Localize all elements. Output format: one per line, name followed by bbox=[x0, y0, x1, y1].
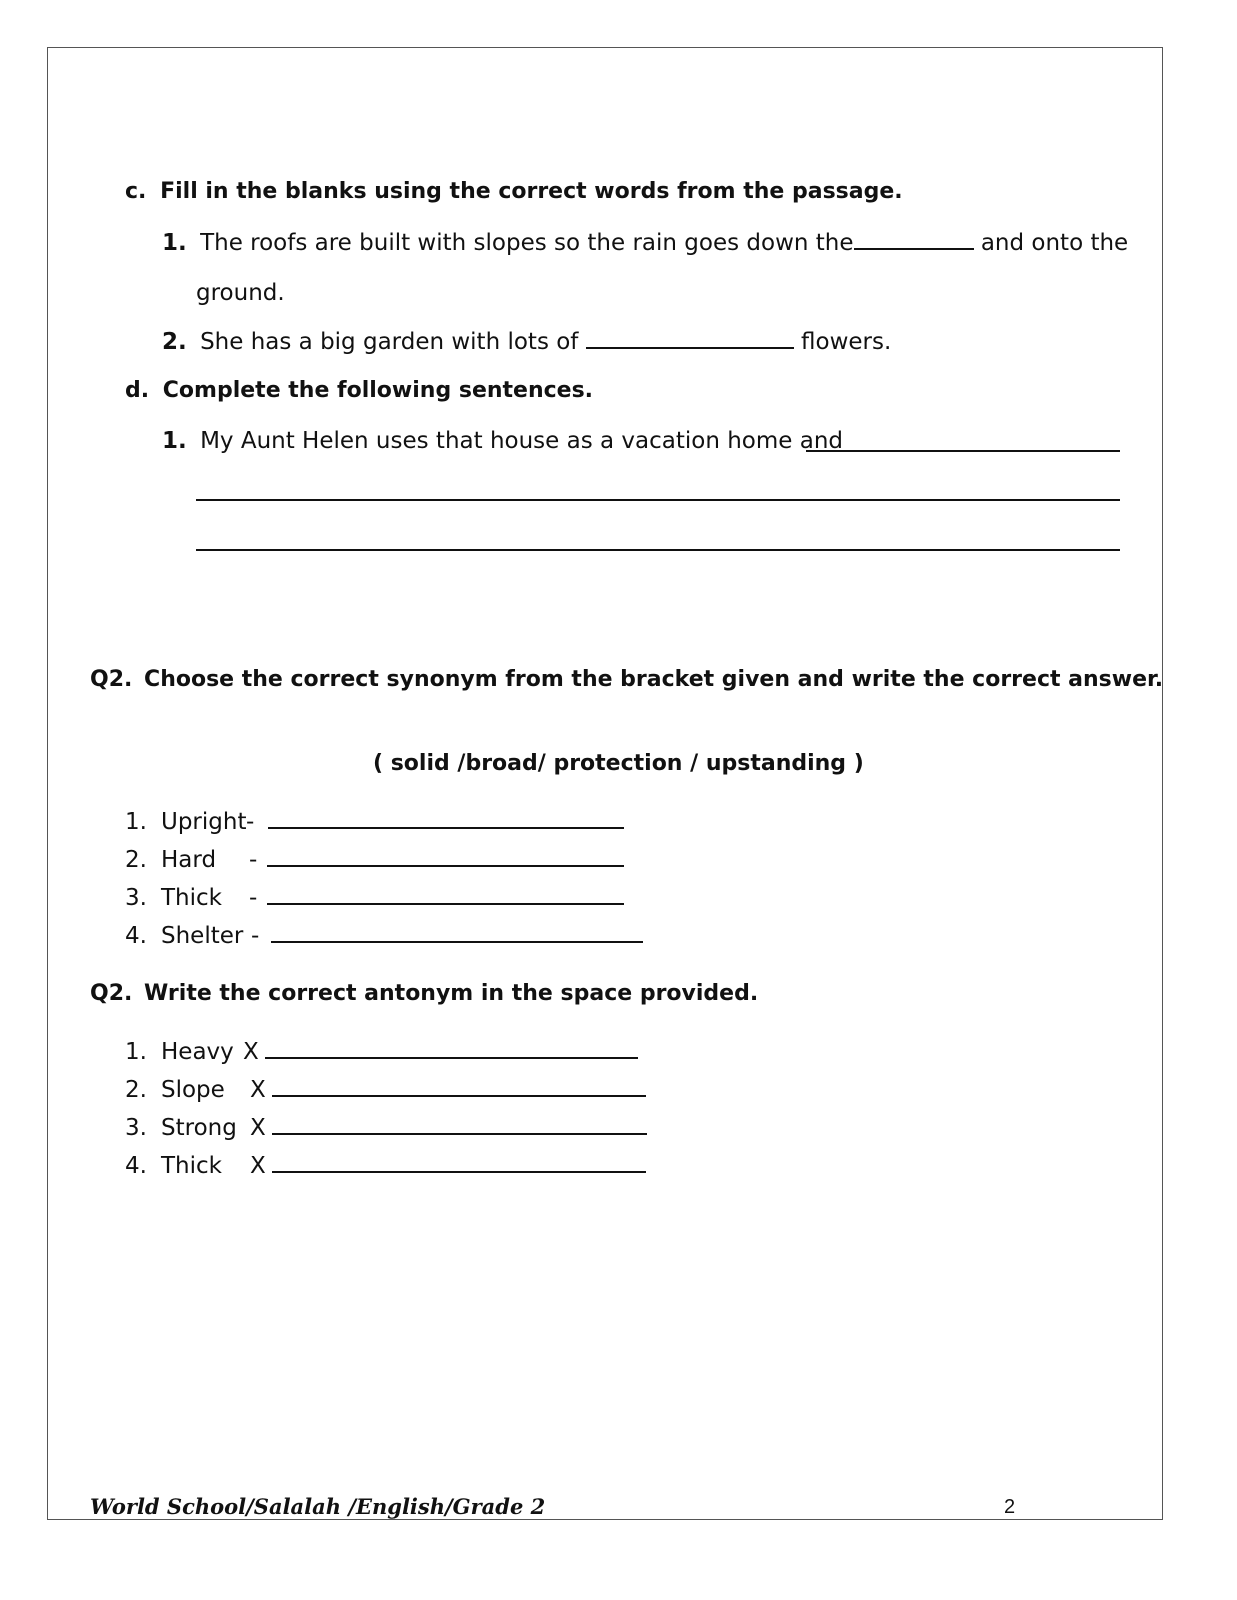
item-word: Hard bbox=[161, 847, 217, 873]
item-separator: X bbox=[250, 1077, 266, 1103]
item-number: 4. bbox=[125, 1153, 147, 1179]
item-text-after: and onto the bbox=[980, 230, 1129, 256]
question-instruction: Choose the correct synonym from the bracket given and write the correct answer. bbox=[144, 667, 1164, 692]
section-d-letter: d. bbox=[125, 378, 150, 403]
item-text-after: flowers. bbox=[801, 329, 892, 355]
item-number: 1. bbox=[125, 1039, 147, 1065]
synonym-item bbox=[125, 807, 624, 837]
antonym-question-heading bbox=[90, 979, 758, 1009]
page-number: 2 bbox=[1004, 1496, 1016, 1518]
word-bank: ( solid /broad/ protection / upstanding ) bbox=[373, 751, 864, 776]
section-c-heading bbox=[125, 177, 903, 207]
answer-blank[interactable] bbox=[267, 845, 624, 867]
item-text-before: She has a big garden with lots of bbox=[200, 329, 579, 355]
answer-blank[interactable] bbox=[271, 921, 643, 943]
item-word: Thick bbox=[161, 885, 222, 911]
item-number: 3. bbox=[125, 885, 147, 911]
section-c-item-1-continuation: ground. bbox=[196, 280, 285, 306]
item-number: 1. bbox=[162, 428, 187, 454]
section-d-heading bbox=[125, 376, 593, 406]
answer-blank[interactable] bbox=[268, 807, 624, 829]
item-word: Strong bbox=[161, 1115, 237, 1141]
question-label: Q2. bbox=[90, 981, 133, 1006]
item-word: Upright bbox=[161, 809, 247, 835]
antonym-item bbox=[125, 1075, 646, 1105]
footer-school: World School/Salalah /English/Grade 2 bbox=[90, 1494, 546, 1519]
synonym-item bbox=[125, 845, 624, 875]
section-c-item-1 bbox=[162, 228, 1128, 258]
answer-blank[interactable] bbox=[272, 1075, 646, 1097]
item-separator: - bbox=[251, 923, 260, 949]
answer-blank[interactable] bbox=[272, 1113, 647, 1135]
item-number: 2. bbox=[125, 847, 147, 873]
antonym-item bbox=[125, 1037, 638, 1067]
question-instruction: Write the correct antonym in the space provided. bbox=[144, 981, 759, 1006]
item-number: 2. bbox=[125, 1077, 147, 1103]
item-separator: X bbox=[250, 1153, 266, 1179]
item-number: 1. bbox=[162, 230, 187, 256]
answer-line[interactable] bbox=[806, 450, 1120, 452]
antonym-item bbox=[125, 1113, 647, 1143]
item-number: 1. bbox=[125, 809, 147, 835]
item-separator: - bbox=[246, 809, 255, 835]
page-border bbox=[47, 47, 1163, 1520]
item-number: 3. bbox=[125, 1115, 147, 1141]
question-label: Q2. bbox=[90, 667, 133, 692]
answer-blank[interactable] bbox=[272, 1151, 646, 1173]
item-text: My Aunt Helen uses that house as a vacation home and bbox=[200, 428, 844, 454]
item-separator: X bbox=[250, 1115, 266, 1141]
item-separator: X bbox=[243, 1039, 259, 1065]
answer-blank[interactable] bbox=[267, 883, 624, 905]
section-c-item-2 bbox=[162, 327, 891, 357]
item-word: Shelter bbox=[161, 923, 244, 949]
answer-line[interactable] bbox=[196, 499, 1120, 501]
answer-blank[interactable] bbox=[854, 228, 974, 250]
item-number: 4. bbox=[125, 923, 147, 949]
item-word: Thick bbox=[161, 1153, 222, 1179]
synonym-item bbox=[125, 921, 643, 951]
item-number: 2. bbox=[162, 329, 187, 355]
item-separator: - bbox=[249, 847, 258, 873]
item-separator: - bbox=[249, 885, 258, 911]
answer-line[interactable] bbox=[196, 549, 1120, 551]
synonym-item bbox=[125, 883, 624, 913]
answer-blank[interactable] bbox=[586, 327, 794, 349]
section-d-item-1 bbox=[162, 426, 843, 456]
section-c-letter: c. bbox=[125, 179, 147, 204]
item-word: Slope bbox=[161, 1077, 225, 1103]
section-d-instruction: Complete the following sentences. bbox=[162, 378, 594, 403]
section-c-instruction: Fill in the blanks using the correct words from the passage. bbox=[160, 179, 903, 204]
antonym-item bbox=[125, 1151, 646, 1181]
synonym-question-heading bbox=[90, 665, 1163, 695]
item-word: Heavy bbox=[161, 1039, 234, 1065]
item-text-before: The roofs are built with slopes so the rain goes down the bbox=[200, 230, 854, 256]
answer-blank[interactable] bbox=[265, 1037, 638, 1059]
